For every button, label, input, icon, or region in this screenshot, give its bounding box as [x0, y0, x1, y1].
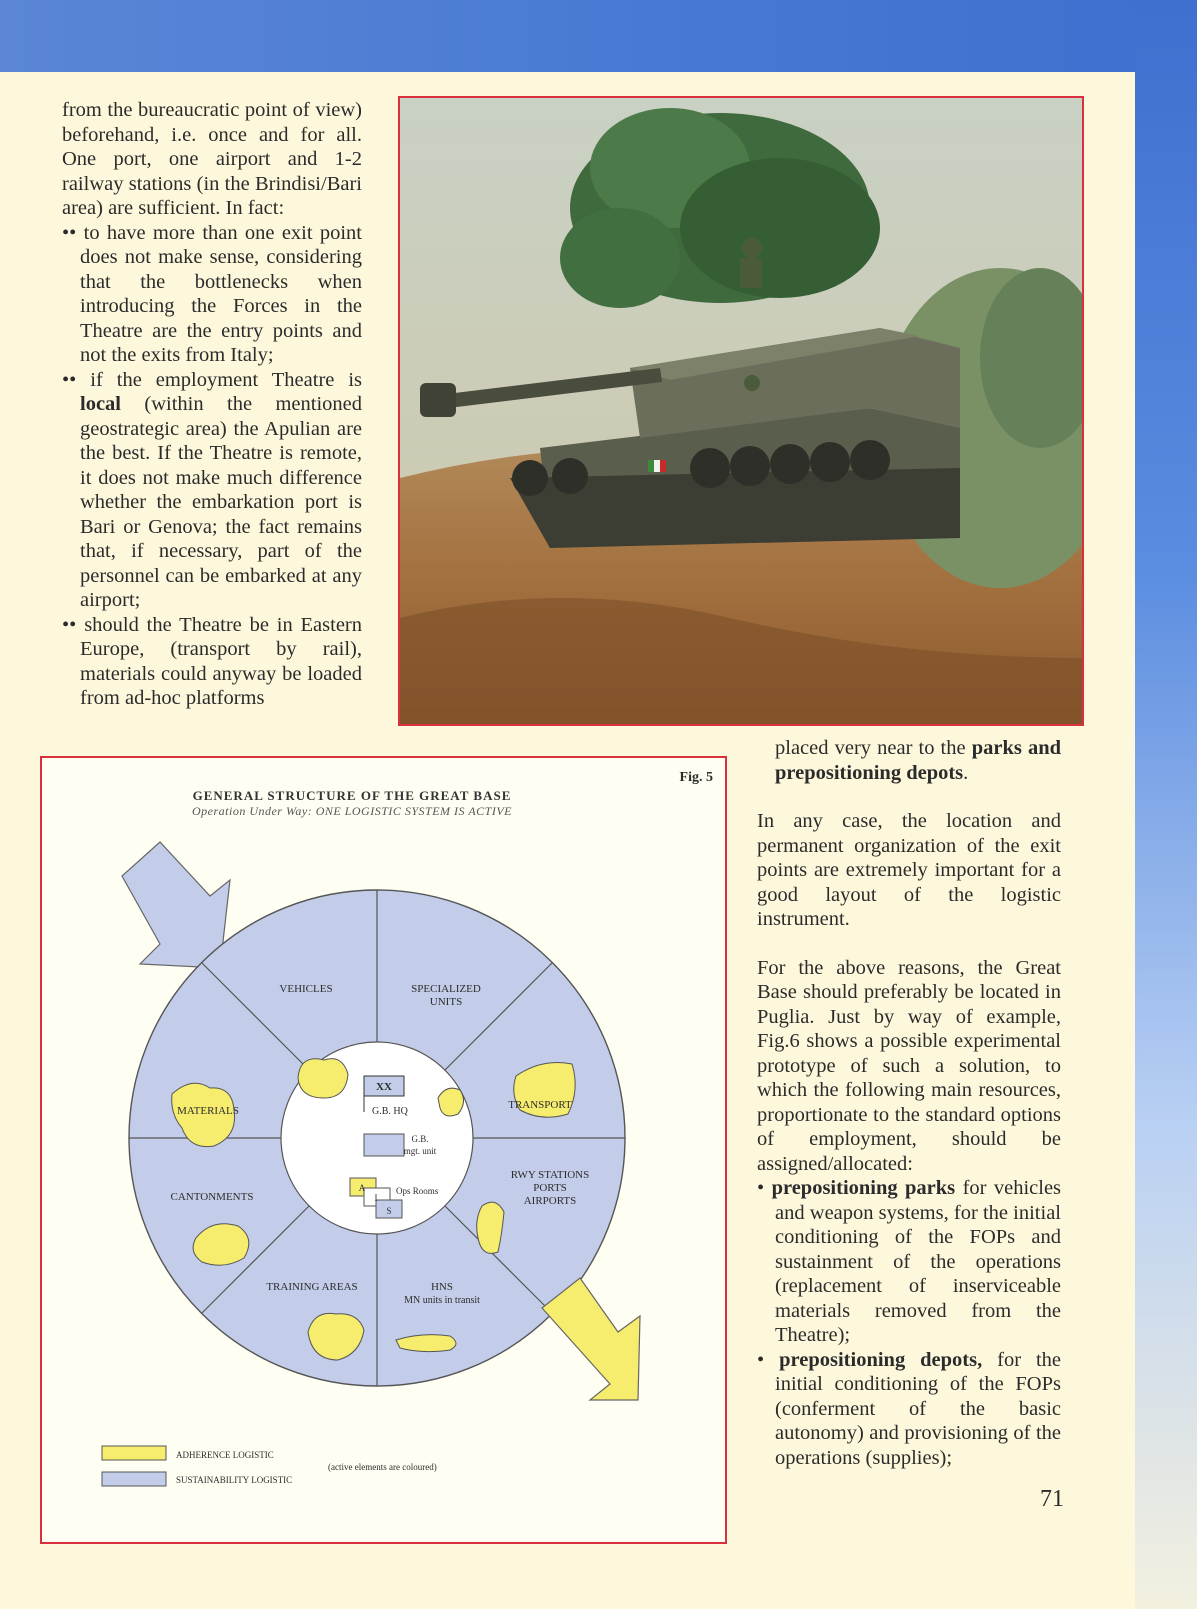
- continuation-paragraph: placed very near to the parks and prepositioning depots.: [775, 737, 1062, 784]
- rwy-stations-label: RWY STATIONS: [510, 1169, 590, 1181]
- ops-i-label: I: [374, 1193, 378, 1203]
- airports-label: AIRPORTS: [523, 1195, 577, 1207]
- figure-title: GENERAL STRUCTURE OF THE GREAT BASE: [192, 788, 512, 803]
- ops-a-label: A: [358, 1183, 366, 1193]
- training-areas-label: TRAINING AREAS: [266, 1281, 358, 1293]
- ports-label: PORTS: [533, 1182, 567, 1194]
- figure-number: Fig. 5: [679, 770, 713, 785]
- tank-photo: [398, 96, 1084, 726]
- intro-paragraph: from the bureaucratic point of view) beforehand, i.e. once and for all. One port, one airport and 1-2 railway stations (in the Brindisi/Bari area) are sufficient. In fact:: [62, 99, 362, 219]
- gb-hq-label: G.B. HQ: [372, 1106, 408, 1117]
- figure-5-diagram: [40, 756, 727, 1544]
- resource-item: • prepositioning parks for vehicles and weapon systems, for the initial conditioning of the FOPs and sustainment of the operations (replacement of inserviceable materials removed from the Theatre);: [757, 1177, 1062, 1346]
- mn-units-label: MN units in transit: [404, 1295, 480, 1306]
- hns-label: HNS: [430, 1281, 454, 1293]
- resource-item: • prepositioning depots, for the initial conditioning of the FOPs (conferment of the basic autonomy) and provisioning of the operations (supplies);: [757, 1348, 1062, 1469]
- left-text-column: [62, 98, 362, 711]
- gb-label: G.B.: [411, 1134, 429, 1144]
- specialized-units-label-2: UNITS: [429, 996, 463, 1008]
- specialized-units-label-1: SPECIALIZED: [411, 983, 481, 995]
- legend-note: (active elements are coloured): [328, 1462, 437, 1472]
- legend-sustainability-swatch: [102, 1472, 166, 1486]
- xx-label: XX: [376, 1081, 392, 1093]
- mgt-unit-label: mgt. unit: [403, 1146, 437, 1156]
- right-color-band: [1135, 0, 1197, 1609]
- bullet-item: •• to have more than one exit point does not make sense, considering that the bottlenecks when introducing the Forces in the Theatre are the entry points and not the exits from Italy;: [62, 221, 363, 366]
- incoming-arrow: [122, 842, 230, 968]
- paragraph-great-base: For the above reasons, the Great Base should preferably be located in Puglia. Just by way of example, Fig.6 shows a possible experimental prototype of such a solution, to which the following main resources, proportionate to the standard options of employment, should be assigned/allocated:: [757, 956, 1061, 1175]
- right-text-column: [757, 736, 1061, 1470]
- cantonments-label: CANTONMENTS: [170, 1191, 254, 1203]
- bullet-item: •• should the Theatre be in Eastern Europe, (transport by rail), materials could anyway be loaded from ad-hoc platforms: [62, 613, 363, 709]
- ops-s-label: S: [386, 1206, 392, 1216]
- paragraph-location: In any case, the location and permanent organization of the exit points are extremely important for a good layout of the logistic instrument.: [757, 810, 1061, 930]
- gb-mgt-unit-box: [364, 1134, 404, 1156]
- ops-rooms-label: Ops Rooms: [396, 1186, 439, 1196]
- bullet-item: •• if the employment Theatre is local (within the mentioned geostrategic area) the Apulian are the best. If the Theatre is remote, it does not make much difference whether the embarkation port is Bari or Genova; the fact remains that, if necessary, part of the personnel can be embarked at any airport;: [62, 368, 363, 611]
- transport-label: TRANSPORT: [508, 1099, 572, 1111]
- vehicles-label: VEHICLES: [279, 983, 333, 995]
- tank-illustration: [400, 98, 1084, 726]
- legend-sustainability-label: SUSTAINABILITY LOGISTIC: [176, 1475, 293, 1485]
- outgoing-arrow: [542, 1278, 640, 1400]
- legend-adherence-swatch: [102, 1446, 166, 1460]
- materials-label: MATERIALS: [177, 1105, 239, 1117]
- page-number: 71: [1040, 1486, 1064, 1512]
- great-base-diagram: [42, 758, 725, 1542]
- legend-adherence-label: ADHERENCE LOGISTIC: [176, 1450, 274, 1460]
- top-color-band: [0, 0, 1197, 72]
- figure-subtitle: Operation Under Way: ONE LOGISTIC SYSTEM IS ACTIVE: [191, 804, 512, 818]
